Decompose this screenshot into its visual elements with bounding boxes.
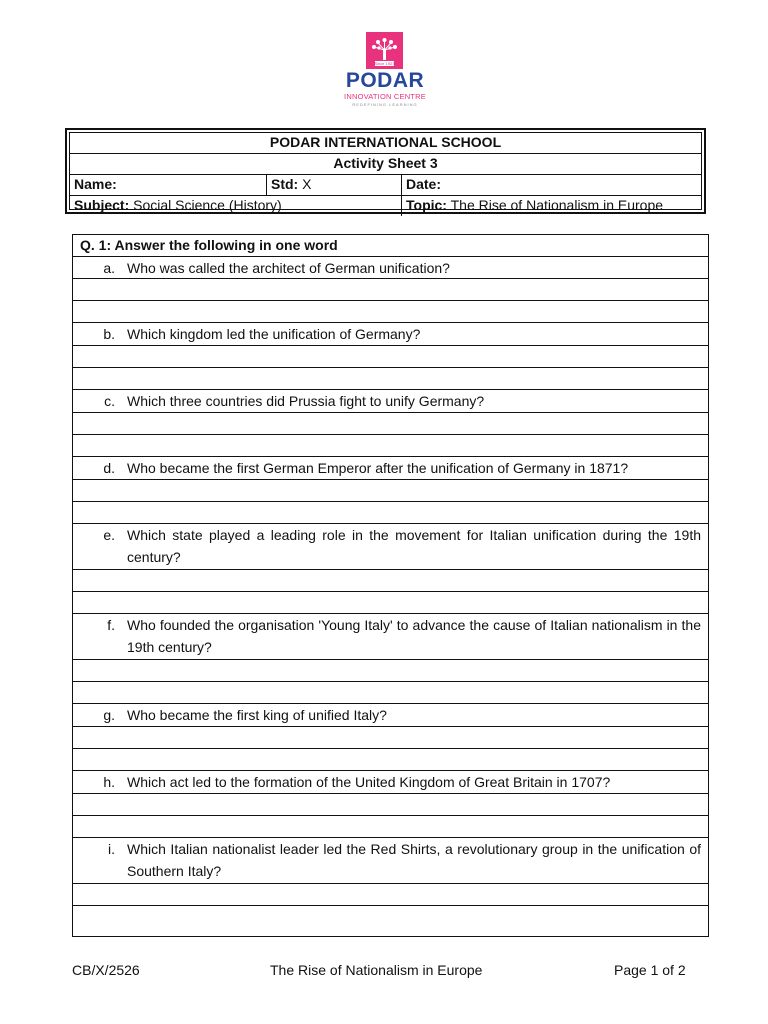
- item-letter: f.: [107, 617, 115, 633]
- footer-page-number: Page 1 of 2: [614, 962, 686, 978]
- school-name: PODAR INTERNATIONAL SCHOOL: [269, 134, 502, 150]
- question-table: [72, 234, 709, 937]
- answer-line[interactable]: [73, 480, 708, 502]
- item-letter: c.: [104, 393, 115, 409]
- std-field: [267, 175, 402, 195]
- topic-value: The Rise of Nationalism in Europe: [446, 197, 664, 213]
- subject-field: [70, 196, 402, 216]
- answer-line[interactable]: [73, 816, 708, 838]
- topic-label: Topic:: [406, 197, 447, 213]
- question-item: [73, 838, 708, 884]
- item-text: Who was called the architect of German unification?: [127, 260, 450, 276]
- answer-line[interactable]: [73, 368, 708, 390]
- answer-line[interactable]: [73, 346, 708, 368]
- subject-label: Subject:: [74, 197, 130, 213]
- answer-line[interactable]: [73, 660, 708, 682]
- question-item: [73, 457, 708, 480]
- answer-line[interactable]: [73, 413, 708, 435]
- item-letter: a.: [103, 260, 115, 276]
- answer-line[interactable]: [73, 570, 708, 592]
- item-letter: i.: [108, 841, 115, 857]
- logo-subtitle: INNOVATION CENTRE: [344, 92, 426, 101]
- answer-line[interactable]: [73, 906, 708, 928]
- logo-tagline: REDEFINING LEARNING: [352, 102, 418, 107]
- tree-logo-icon: [366, 32, 403, 69]
- footer-code: CB/X/2526: [72, 962, 140, 978]
- date-label: Date:: [406, 176, 442, 192]
- item-text: Who became the first king of unified Italy?: [127, 707, 387, 723]
- student-info-row: [70, 175, 701, 196]
- header-table: [65, 128, 706, 214]
- answer-line[interactable]: [73, 884, 708, 906]
- question-item: [73, 390, 708, 413]
- item-letter: e.: [103, 527, 115, 543]
- answer-line[interactable]: [73, 727, 708, 749]
- item-text: Which three countries did Prussia fight to unify Germany?: [127, 393, 485, 409]
- question-title: Q. 1: Answer the following in one word: [73, 235, 708, 257]
- school-name-row: [70, 133, 701, 154]
- answer-line[interactable]: [73, 502, 708, 524]
- date-field[interactable]: [402, 175, 701, 195]
- logo-badge-text: Since 1927: [374, 61, 395, 66]
- std-value: X: [298, 176, 312, 192]
- question-item: [73, 524, 708, 570]
- answer-line[interactable]: [73, 682, 708, 704]
- answer-line[interactable]: [73, 279, 708, 301]
- sheet-title-row: [70, 154, 701, 175]
- answer-line[interactable]: [73, 435, 708, 457]
- item-text: Which act led to the formation of the United Kingdom of Great Britain in 1707?: [127, 774, 611, 790]
- subject-row: [70, 196, 701, 216]
- subject-value: Social Science (History): [129, 197, 282, 213]
- std-label: Std:: [271, 176, 299, 192]
- item-letter: d.: [103, 460, 115, 476]
- item-text: Which state played a leading role in the movement for Italian unification during the 19th century?: [127, 527, 701, 565]
- answer-line[interactable]: [73, 301, 708, 323]
- sheet-title: Activity Sheet 3: [333, 155, 438, 171]
- school-logo: [336, 32, 434, 110]
- logo-name: PODAR: [345, 69, 425, 92]
- question-item: [73, 323, 708, 346]
- question-item: [73, 257, 708, 279]
- question-item: [73, 704, 708, 727]
- answer-line[interactable]: [73, 749, 708, 771]
- footer-title: The Rise of Nationalism in Europe: [270, 962, 483, 978]
- item-letter: h.: [103, 774, 115, 790]
- item-text: Who founded the organisation 'Young Italy' to advance the cause of Italian nationalism in the 19th century?: [127, 617, 701, 655]
- item-text: Which Italian nationalist leader led the Red Shirts, a revolutionary group in the unification of Southern Italy?: [127, 841, 701, 879]
- answer-line[interactable]: [73, 794, 708, 816]
- answer-line[interactable]: [73, 592, 708, 614]
- name-label: Name:: [74, 176, 117, 192]
- topic-field: [402, 196, 701, 216]
- name-field[interactable]: [70, 175, 267, 195]
- question-item: [73, 614, 708, 660]
- item-text: Which kingdom led the unification of Germany?: [127, 326, 421, 342]
- question-item: [73, 771, 708, 794]
- item-letter: g.: [103, 707, 115, 723]
- item-text: Who became the first German Emperor after the unification of Germany in 1871?: [127, 460, 629, 476]
- item-letter: b.: [103, 326, 115, 342]
